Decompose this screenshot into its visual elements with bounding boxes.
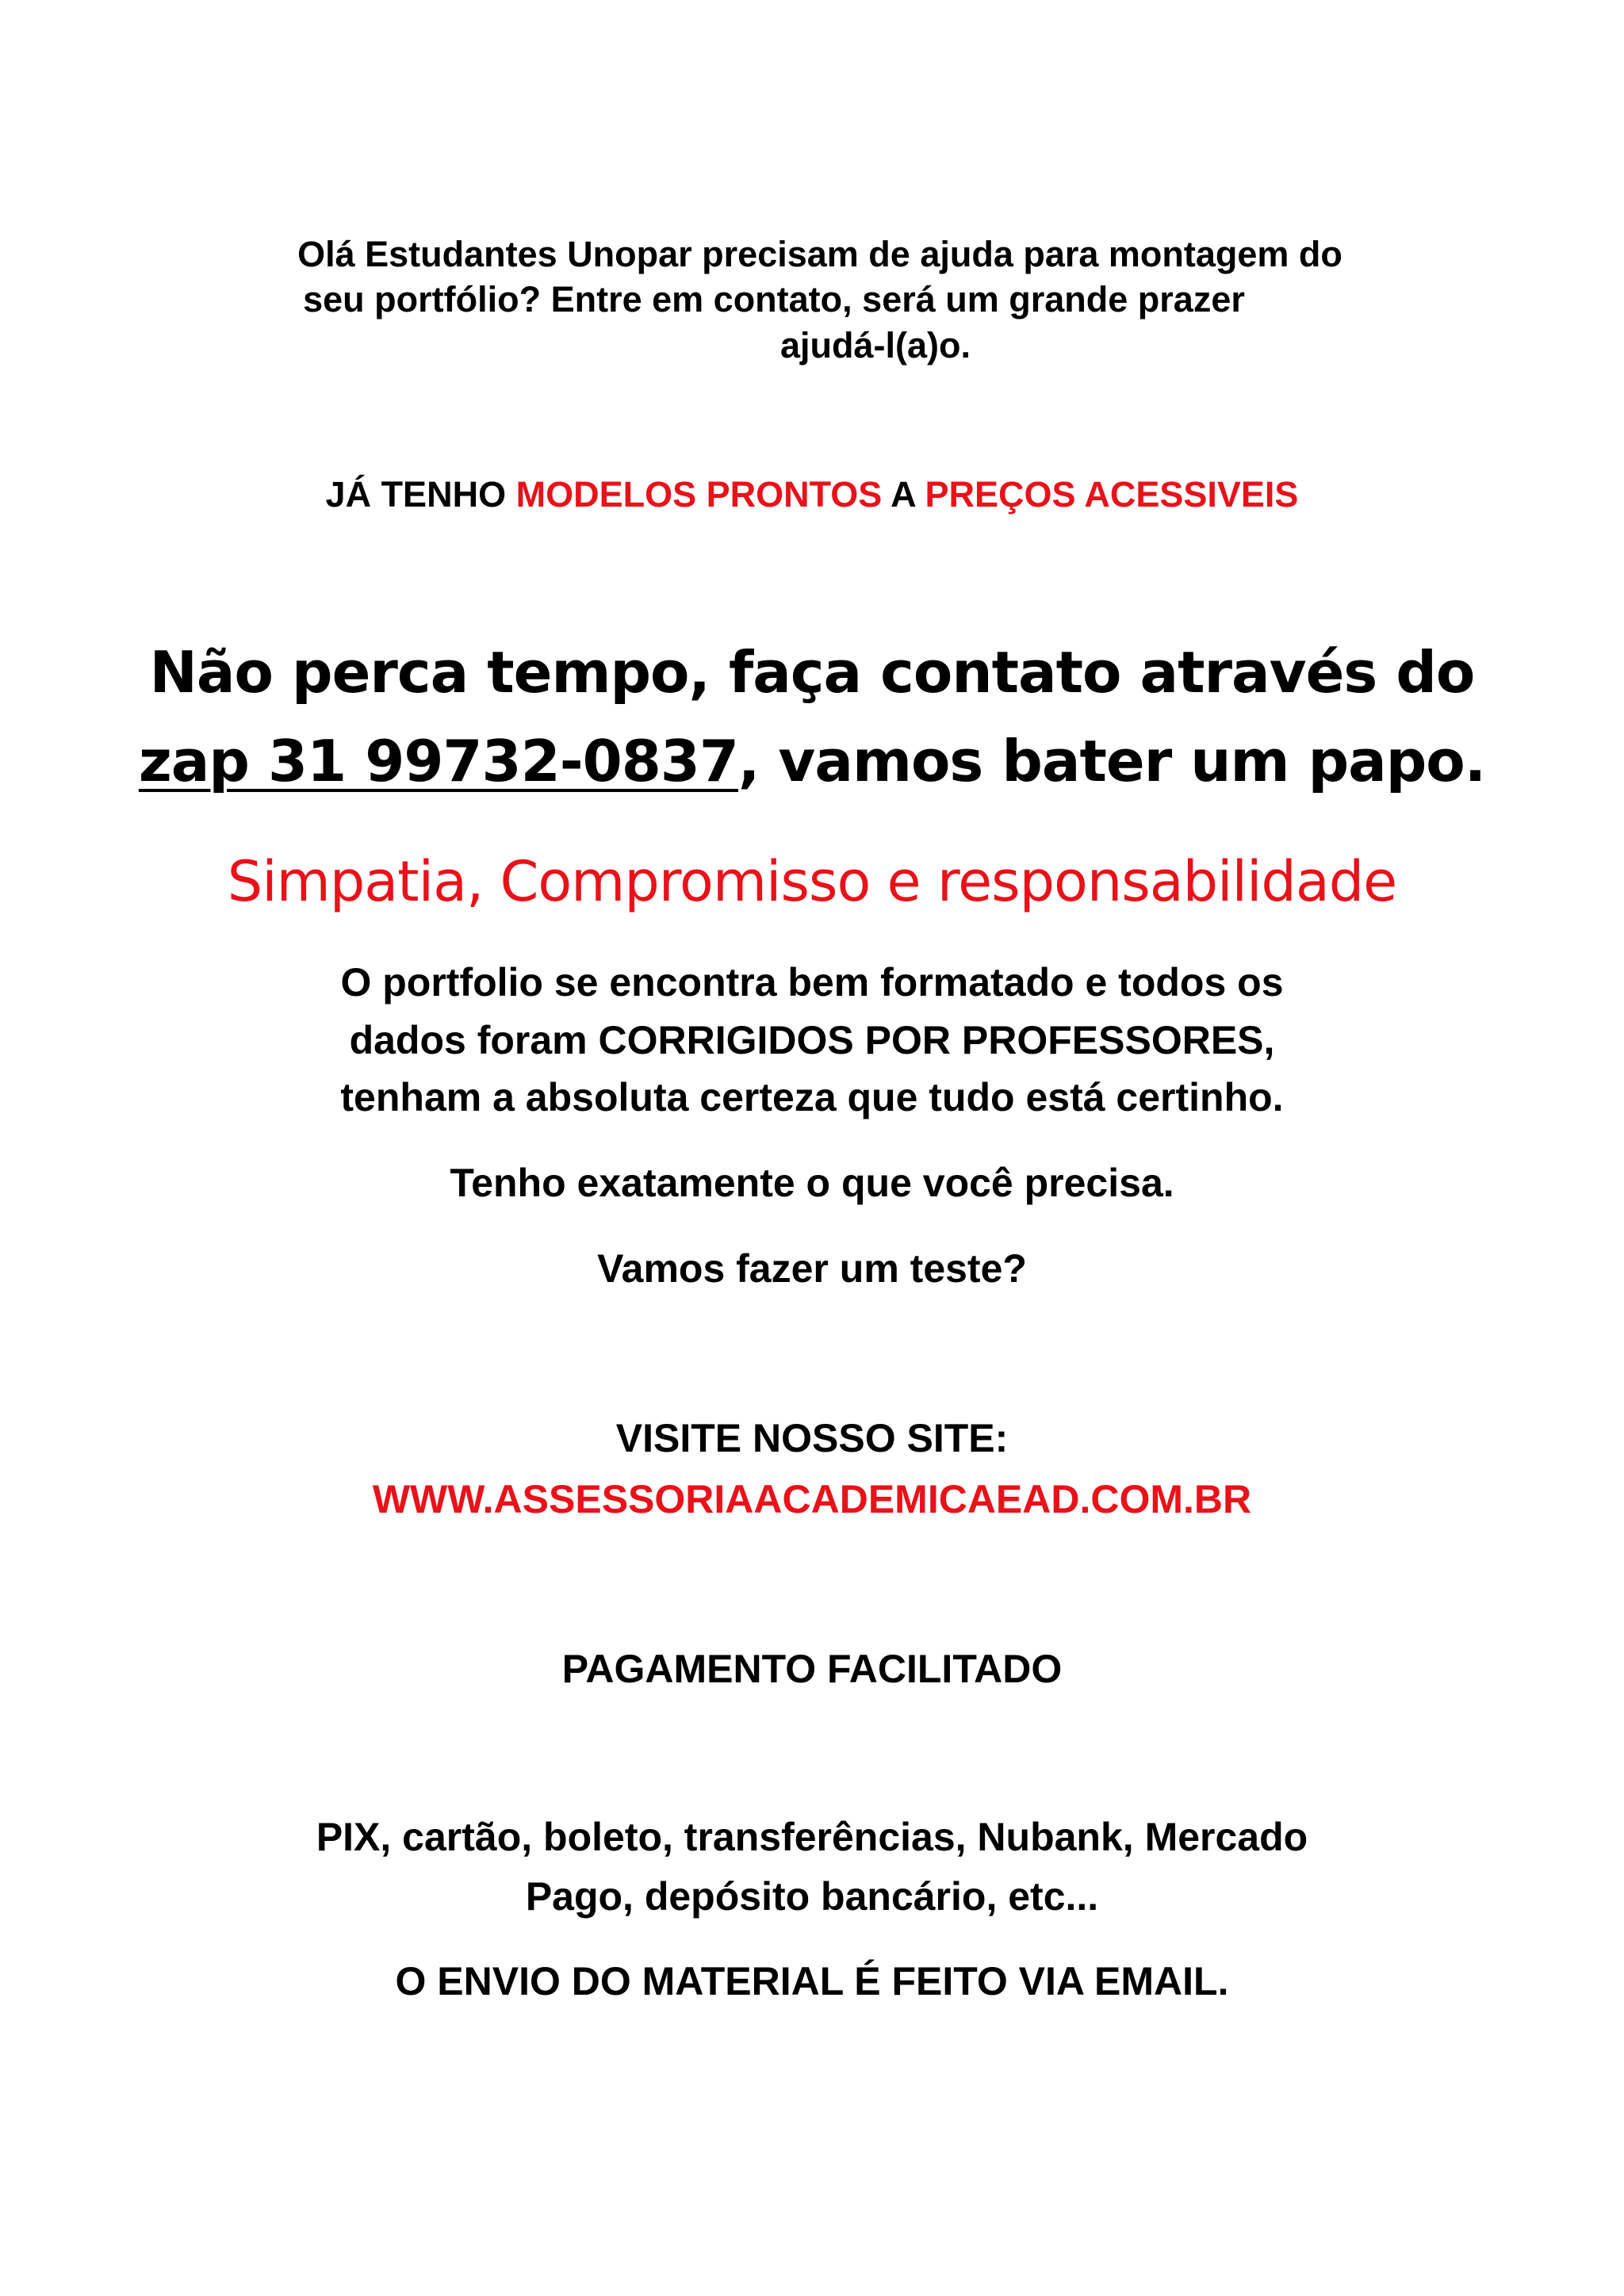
contact-line-2-text: , vamos bater um papo. — [738, 728, 1486, 794]
delivery-note: O ENVIO DO MATERIAL É FEITO VIA EMAIL. — [395, 1959, 1229, 2003]
intro-line-1: Olá Estudantes Unopar precisam de ajuda para montagem do — [297, 234, 1342, 274]
models-text-1: JÁ TENHO — [325, 474, 516, 515]
test-question: Vamos fazer um teste? — [597, 1246, 1027, 1291]
contact-line-1: Não perca tempo, faça contato através do — [149, 639, 1475, 706]
models-highlight-2: PREÇOS ACESSIVEIS — [925, 474, 1299, 515]
portfolio-line-1: O portfolio se encontra bem formatado e todos os — [340, 960, 1284, 1004]
payment-methods-line-2: Pago, depósito bancário, etc... — [525, 1874, 1099, 1919]
models-text-2: A — [882, 474, 925, 515]
portfolio-line-2: dados foram CORRIGIDOS POR PROFESSORES, — [349, 1018, 1275, 1062]
payment-methods-line-1: PIX, cartão, boleto, transferências, Nubank, Mercado — [316, 1815, 1308, 1859]
slogan: Simpatia, Compromisso e responsabilidade — [227, 849, 1397, 914]
portfolio-line-3: tenham a absoluta certeza que tudo está certinho. — [340, 1075, 1284, 1119]
models-headline — [0, 474, 1624, 515]
need-statement: Tenho exatamente o que você precisa. — [450, 1161, 1174, 1205]
intro-line-3: ajudá-l(a)o. — [779, 325, 971, 365]
models-highlight-1: MODELOS PRONTOS — [515, 474, 883, 515]
contact-line-2 — [0, 728, 1624, 794]
site-label: VISITE NOSSO SITE: — [615, 1416, 1009, 1460]
payment-title: PAGAMENTO FACILITADO — [561, 1647, 1063, 1691]
site-url-link[interactable]: WWW.ASSESSORIAACADEMICAEAD.COM.BR — [372, 1477, 1252, 1521]
intro-line-2: seu portfólio? Entre em contato, será um grande prazer — [303, 279, 1245, 320]
whatsapp-phone-number[interactable]: zap 31 99732-0837 — [138, 728, 738, 794]
